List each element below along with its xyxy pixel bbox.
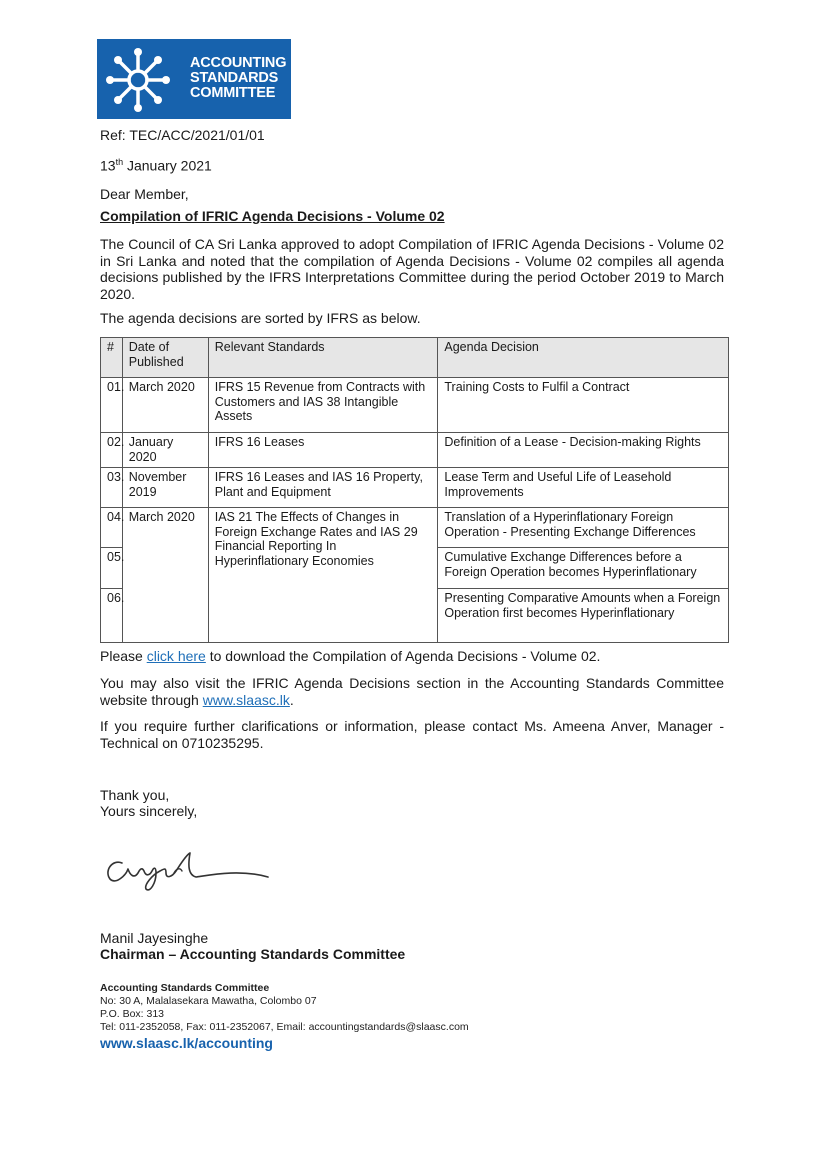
row-standards: IAS 21 The Effects of Changes in Foreign Exchange Rates and IAS 29 Financial Reporting In Hyperinflationary Economies — [208, 508, 438, 643]
salutation: Dear Member, — [100, 186, 189, 202]
signer-title: Chairman – Accounting Standards Committee — [100, 946, 406, 962]
row-number: 02. — [101, 433, 123, 468]
footer-website-link[interactable]: www.slaasc.lk/accounting — [100, 1035, 273, 1051]
agenda-decisions-table — [100, 337, 729, 643]
row-date: March 2020 — [122, 378, 208, 433]
row-decision: Lease Term and Useful Life of Leasehold Improvements — [438, 468, 729, 508]
row-date: January 2020 — [122, 433, 208, 468]
row-decision: Presenting Comparative Amounts when a Foreign Operation first becomes Hyperinflationary — [438, 589, 729, 643]
download-sentence — [100, 648, 600, 665]
committee-logo — [97, 39, 291, 119]
subject-heading: Compilation of IFRIC Agenda Decisions - Volume 02 — [100, 208, 445, 224]
date-rest: January 2021 — [123, 157, 212, 174]
download-pre-text: Please — [100, 648, 147, 664]
footer-org: Accounting Standards Committee — [100, 982, 270, 994]
logo-line-3: COMMITTEE — [190, 85, 276, 101]
thanks-line: Thank you, — [100, 787, 170, 803]
visit-post-text: . — [289, 691, 294, 708]
reference-number: Ref: TEC/ACC/2021/01/01 — [100, 127, 265, 143]
download-post-text: to download the Compilation of Agenda Decisions - Volume 02. — [205, 648, 601, 664]
logo-line-1: ACCOUNTING — [190, 55, 287, 71]
footer-pobox: P.O. Box: 313 — [100, 1008, 165, 1020]
row-decision: Definition of a Lease - Decision-making Rights — [438, 433, 729, 468]
date-suffix: th — [115, 157, 124, 167]
visit-pre-text: You may also visit the IFRIC Agenda Decisions section in the Accounting Standards Committee website through — [100, 675, 724, 708]
slaasc-website-link[interactable]: www.slaasc.lk — [202, 691, 290, 708]
row-date: March 2020 — [122, 508, 208, 643]
row-standards: IFRS 16 Leases and IAS 16 Property, Plant and Equipment — [208, 468, 438, 508]
row-date: November 2019 — [122, 468, 208, 508]
table-header-row — [101, 338, 729, 378]
row-decision: Cumulative Exchange Differences before a Foreign Operation becomes Hyperinflationary — [438, 548, 729, 589]
intro-paragraph: The Council of CA Sri Lanka approved to adopt Compilation of IFRIC Agenda Decisions - Volume 02 in Sri Lanka and noted that the compilation of Agenda Decisions - Volume 02 compiles all agenda decisions published by the IFRS Interpretations Committee during the period October 2019 to March 2020. — [100, 236, 724, 302]
handwritten-signature — [100, 845, 280, 900]
star-emblem-icon — [101, 45, 175, 115]
footer-address: No: 30 A, Malalasekara Mawatha, Colombo 07 — [100, 995, 317, 1007]
date-day: 13 — [100, 157, 116, 174]
row-number: 06. — [101, 589, 123, 643]
table-row — [101, 378, 729, 433]
table-row — [101, 468, 729, 508]
row-number: 04. — [101, 508, 123, 548]
contact-paragraph: If you require further clarifications or information, please contact Ms. Ameena Anver, Manager - Technical on 0710235295. — [100, 718, 724, 751]
header-number: # — [101, 338, 123, 378]
signer-name: Manil Jayesinghe — [100, 930, 209, 946]
logo-line-2: STANDARDS — [190, 70, 279, 86]
row-decision: Training Costs to Fulfil a Contract — [438, 378, 729, 433]
row-decision: Translation of a Hyperinflationary Foreign Operation - Presenting Exchange Differences — [438, 508, 729, 548]
header-decision: Agenda Decision — [438, 338, 729, 378]
footer-contact: Tel: 011-2352058, Fax: 011-2352067, Email: accountingstandards@slaasc.com — [100, 1021, 469, 1033]
closing-line: Yours sincerely, — [100, 803, 198, 819]
logo-wordmark — [190, 56, 286, 101]
row-number: 05. — [101, 548, 123, 589]
sorted-note: The agenda decisions are sorted by IFRS as below. — [100, 310, 421, 326]
table-row — [101, 508, 729, 548]
table-row — [101, 433, 729, 468]
visit-paragraph — [100, 675, 724, 708]
header-date: Date of Published — [122, 338, 208, 378]
click-here-link[interactable]: click here — [146, 648, 206, 664]
row-standards: IFRS 15 Revenue from Contracts with Customers and IAS 38 Intangible Assets — [208, 378, 438, 433]
row-number: 01. — [101, 378, 123, 433]
letter-date — [100, 154, 212, 175]
header-standards: Relevant Standards — [208, 338, 438, 378]
row-number: 03. — [101, 468, 123, 508]
row-standards: IFRS 16 Leases — [208, 433, 438, 468]
